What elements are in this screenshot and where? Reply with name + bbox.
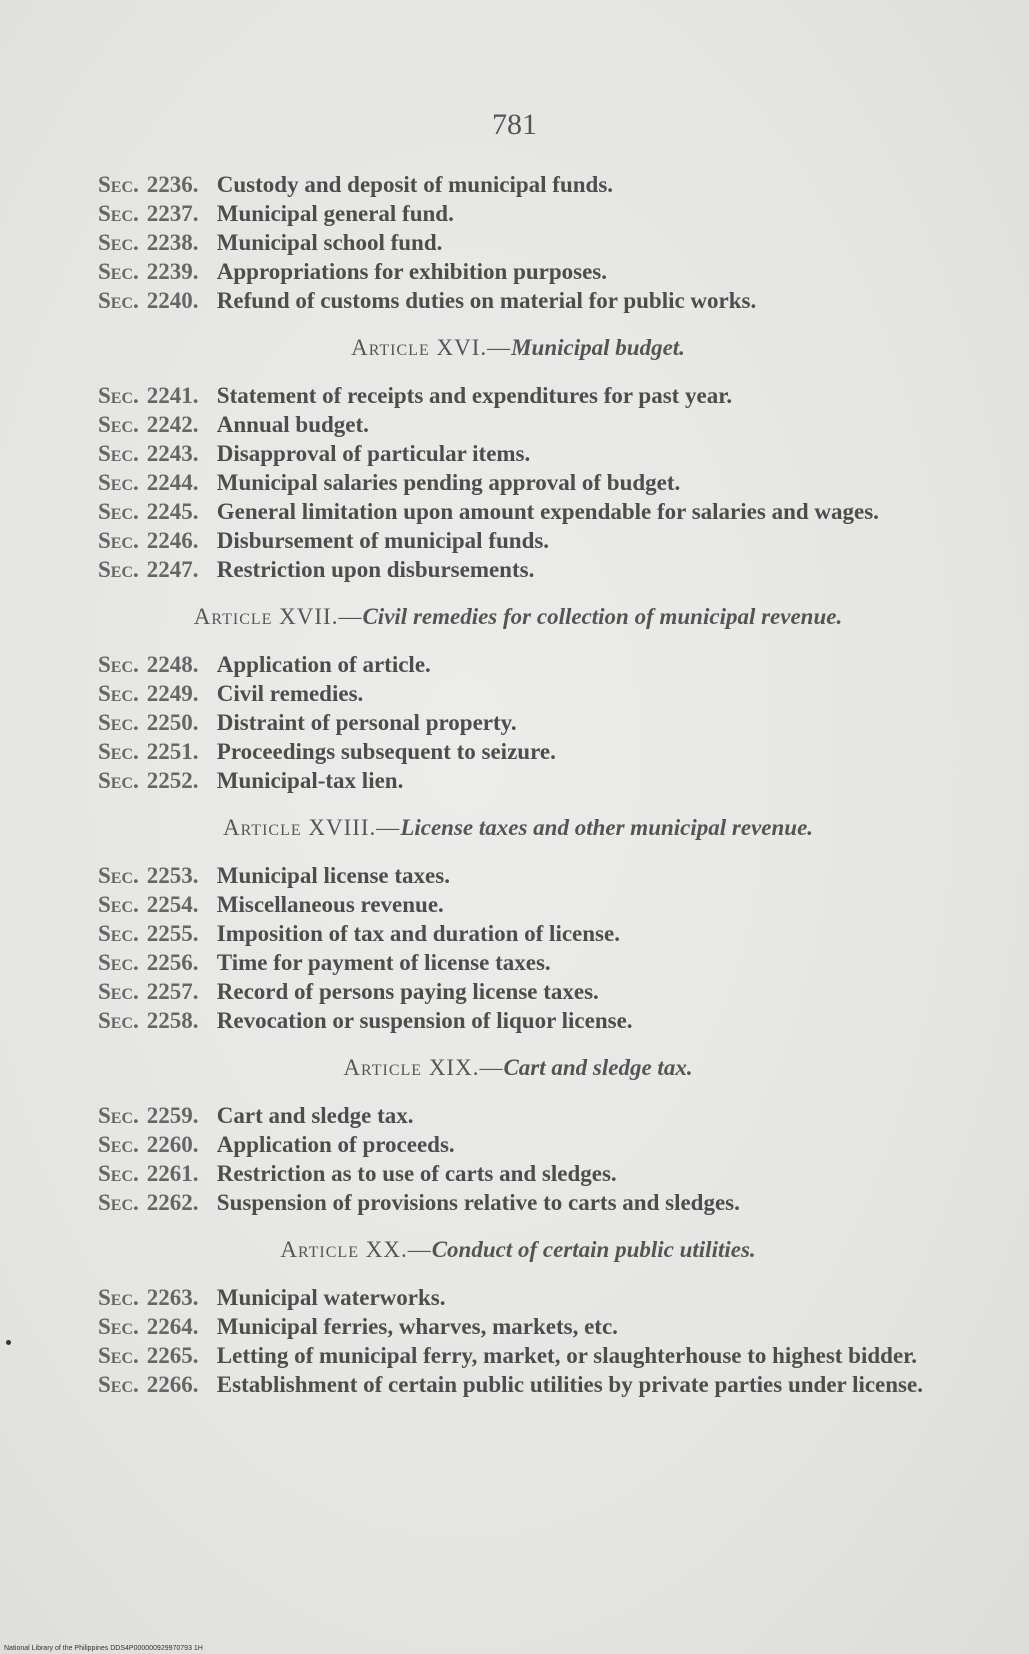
- section-title: Municipal ferries, wharves, markets, etc.: [216, 1314, 618, 1339]
- section-number: 2237.: [146, 201, 199, 226]
- section-title: Municipal general fund.: [216, 201, 454, 226]
- section-prefix: Sec.: [98, 172, 139, 197]
- section-number: 2246.: [146, 528, 199, 553]
- section-prefix: Sec.: [98, 863, 139, 888]
- section-number: 2250.: [146, 710, 199, 735]
- article-title: Cart and sledge tax.: [503, 1055, 693, 1080]
- section-title: Letting of municipal ferry, market, or slaughterhouse to highest bidder.: [216, 1343, 918, 1368]
- section-entry: [98, 1341, 938, 1370]
- section-prefix: Sec.: [98, 412, 139, 437]
- section-entry: [98, 919, 938, 948]
- page-number: 781: [492, 108, 537, 141]
- section-title: Revocation or suspension of liquor license.: [216, 1008, 633, 1033]
- section-number: 2244.: [146, 470, 199, 495]
- article-heading: [178, 1235, 858, 1265]
- section-prefix: Sec.: [98, 441, 139, 466]
- section-title: Establishment of certain public utilities by private parties under license.: [216, 1372, 923, 1397]
- section-entry: [98, 948, 938, 977]
- section-prefix: Sec.: [98, 652, 139, 677]
- section-number: 2242.: [146, 412, 199, 437]
- article-title: License taxes and other municipal revenue.: [400, 815, 814, 840]
- section-entry: [98, 257, 938, 286]
- article-heading: [178, 333, 858, 363]
- section-number: 2247.: [146, 557, 199, 582]
- section-prefix: Sec.: [98, 383, 139, 408]
- section-number: 2259.: [146, 1103, 199, 1128]
- section-entry: [98, 1370, 938, 1399]
- section-entry: [98, 708, 938, 737]
- section-number: 2240.: [146, 288, 199, 313]
- section-number: 2236.: [146, 172, 199, 197]
- section-prefix: Sec.: [98, 739, 139, 764]
- article-title: Municipal budget.: [511, 335, 685, 360]
- section-entry: [98, 439, 938, 468]
- section-number: 2252.: [146, 768, 199, 793]
- article-title: Civil remedies for collection of municipal revenue.: [362, 604, 843, 629]
- article-label: Article XVII.—: [193, 604, 363, 629]
- section-number: 2241.: [146, 383, 199, 408]
- section-number: 2262.: [146, 1190, 199, 1215]
- section-prefix: Sec.: [98, 557, 139, 582]
- section-title: Annual budget.: [216, 412, 369, 437]
- section-entry: [98, 1312, 938, 1341]
- section-prefix: Sec.: [98, 768, 139, 793]
- section-title: Restriction as to use of carts and sledges.: [216, 1161, 617, 1186]
- section-title: Municipal waterworks.: [216, 1285, 446, 1310]
- section-prefix: Sec.: [98, 528, 139, 553]
- section-title: Disapproval of particular items.: [216, 441, 531, 466]
- section-title: Application of article.: [216, 652, 431, 677]
- section-entry: [98, 650, 938, 679]
- section-number: 2255.: [146, 921, 199, 946]
- section-title: Municipal school fund.: [216, 230, 443, 255]
- section-title: General limitation upon amount expendable for salaries and wages.: [216, 499, 879, 524]
- article-group: [98, 170, 938, 315]
- section-prefix: Sec.: [98, 950, 139, 975]
- article-title: Conduct of certain public utilities.: [431, 1237, 756, 1262]
- article-label: Article XVIII.—: [222, 815, 401, 840]
- section-number: 2263.: [146, 1285, 199, 1310]
- section-title: Statement of receipts and expenditures for past year.: [216, 383, 733, 408]
- section-entry: [98, 286, 938, 315]
- section-number: 2245.: [146, 499, 199, 524]
- section-title: Suspension of provisions relative to carts and sledges.: [216, 1190, 740, 1215]
- article-group: [98, 1235, 938, 1399]
- section-entry: [98, 1101, 938, 1130]
- section-title: Appropriations for exhibition purposes.: [216, 259, 608, 284]
- section-prefix: Sec.: [98, 1285, 139, 1310]
- section-prefix: Sec.: [98, 1372, 139, 1397]
- section-number: 2257.: [146, 979, 199, 1004]
- section-prefix: Sec.: [98, 979, 139, 1004]
- scan-speck: [6, 1340, 11, 1345]
- article-heading: [178, 1053, 858, 1083]
- article-label: Article XIX.—: [343, 1055, 504, 1080]
- section-entry: [98, 497, 938, 526]
- section-title: Municipal-tax lien.: [216, 768, 404, 793]
- section-number: 2264.: [146, 1314, 199, 1339]
- article-group: [98, 1053, 938, 1217]
- section-prefix: Sec.: [98, 681, 139, 706]
- section-number: 2251.: [146, 739, 199, 764]
- section-prefix: Sec.: [98, 470, 139, 495]
- section-entry: [98, 890, 938, 919]
- section-title: Proceedings subsequent to seizure.: [216, 739, 556, 764]
- article-heading: [178, 602, 858, 632]
- section-number: 2253.: [146, 863, 199, 888]
- section-prefix: Sec.: [98, 1008, 139, 1033]
- section-title: Municipal license taxes.: [216, 863, 450, 888]
- article-group: [98, 813, 938, 1035]
- section-prefix: Sec.: [98, 499, 139, 524]
- section-entry: [98, 1188, 938, 1217]
- section-prefix: Sec.: [98, 288, 139, 313]
- section-entry: [98, 737, 938, 766]
- section-entry: [98, 199, 938, 228]
- section-title: Custody and deposit of municipal funds.: [216, 172, 614, 197]
- section-title: Cart and sledge tax.: [216, 1103, 414, 1128]
- section-title: Restriction upon disbursements.: [216, 557, 535, 582]
- section-prefix: Sec.: [98, 710, 139, 735]
- section-prefix: Sec.: [98, 892, 139, 917]
- section-entry: [98, 1283, 938, 1312]
- section-title: Imposition of tax and duration of license.: [216, 921, 620, 946]
- section-number: 2260.: [146, 1132, 199, 1157]
- section-entry: [98, 1159, 938, 1188]
- section-entry: [98, 170, 938, 199]
- article-label: Article XVI.—: [351, 335, 512, 360]
- section-entry: [98, 679, 938, 708]
- section-number: 2248.: [146, 652, 199, 677]
- section-prefix: Sec.: [98, 230, 139, 255]
- section-title: Disbursement of municipal funds.: [216, 528, 550, 553]
- section-entry: [98, 555, 938, 584]
- section-number: 2239.: [146, 259, 199, 284]
- section-prefix: Sec.: [98, 921, 139, 946]
- section-list: [98, 170, 938, 1405]
- section-title: Application of proceeds.: [216, 1132, 455, 1157]
- section-prefix: Sec.: [98, 1343, 139, 1368]
- section-prefix: Sec.: [98, 1103, 139, 1128]
- section-number: 2266.: [146, 1372, 199, 1397]
- section-title: Time for payment of license taxes.: [216, 950, 551, 975]
- section-prefix: Sec.: [98, 201, 139, 226]
- section-title: Miscellaneous revenue.: [216, 892, 444, 917]
- section-entry: [98, 526, 938, 555]
- section-entry: [98, 1006, 938, 1035]
- section-prefix: Sec.: [98, 1132, 139, 1157]
- article-heading: [178, 813, 858, 843]
- section-entry: [98, 410, 938, 439]
- section-number: 2254.: [146, 892, 199, 917]
- section-title: Civil remedies.: [216, 681, 364, 706]
- section-prefix: Sec.: [98, 1314, 139, 1339]
- section-number: 2256.: [146, 950, 199, 975]
- section-number: 2258.: [146, 1008, 199, 1033]
- section-prefix: Sec.: [98, 259, 139, 284]
- section-title: Record of persons paying license taxes.: [216, 979, 599, 1004]
- section-entry: [98, 766, 938, 795]
- scan-footer: National Library of the Philippines DDS4P000000929970793 1H: [4, 1645, 203, 1652]
- section-number: 2265.: [146, 1343, 199, 1368]
- section-title: Municipal salaries pending approval of budget.: [216, 470, 681, 495]
- article-label: Article XX.—: [280, 1237, 432, 1262]
- section-number: 2238.: [146, 230, 199, 255]
- section-entry: [98, 1130, 938, 1159]
- section-title: Distraint of personal property.: [216, 710, 517, 735]
- section-number: 2249.: [146, 681, 199, 706]
- section-number: 2243.: [146, 441, 199, 466]
- section-prefix: Sec.: [98, 1161, 139, 1186]
- section-title: Refund of customs duties on material for public works.: [216, 288, 757, 313]
- section-entry: [98, 977, 938, 1006]
- article-group: [98, 602, 938, 795]
- section-prefix: Sec.: [98, 1190, 139, 1215]
- section-entry: [98, 468, 938, 497]
- section-entry: [98, 228, 938, 257]
- section-number: 2261.: [146, 1161, 199, 1186]
- article-group: [98, 333, 938, 584]
- section-entry: [98, 861, 938, 890]
- section-entry: [98, 381, 938, 410]
